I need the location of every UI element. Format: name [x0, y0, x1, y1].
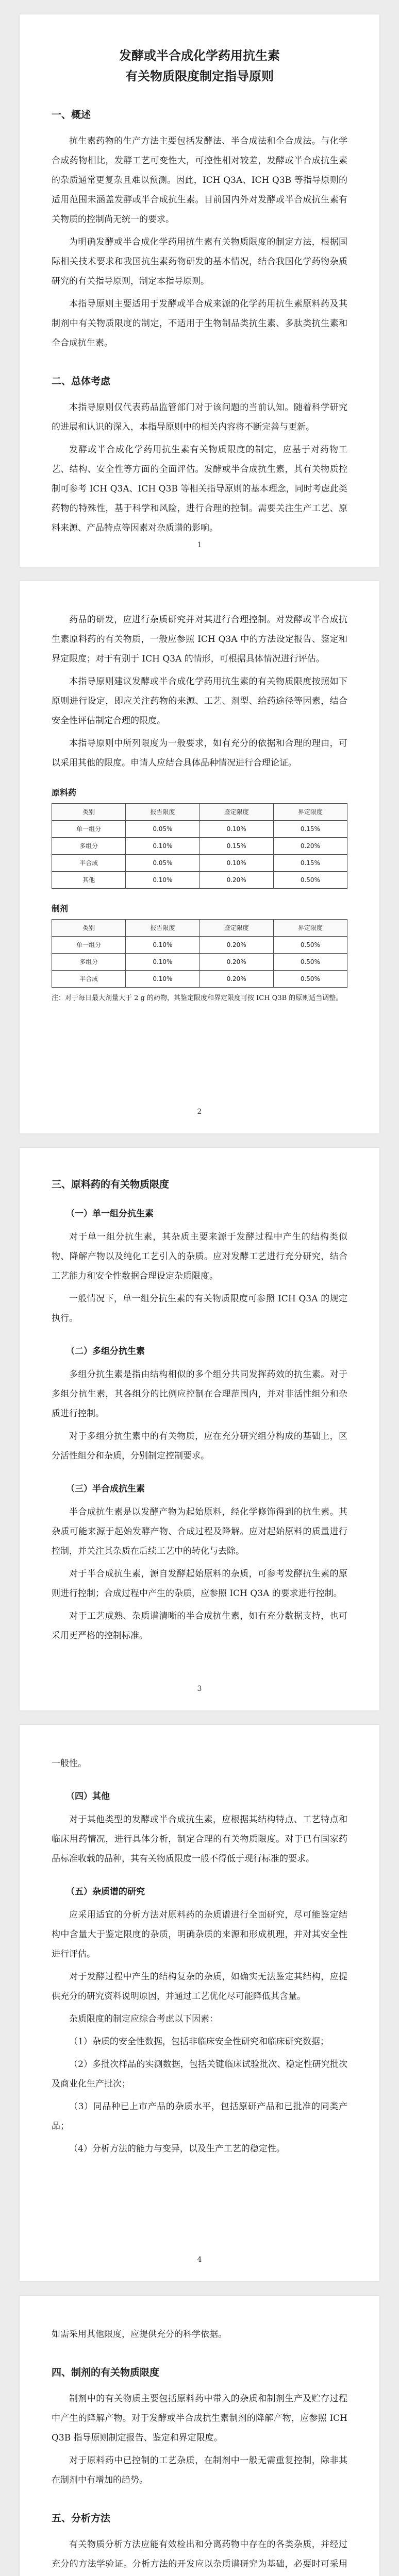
limits-table-product: [52, 919, 347, 988]
paragraph: 有关物质分析方法应能有效检出和分离药物中存在的各类杂质，并经过充分的方法学验证。分析方法的开发应以杂质谱研究为基础，必要时可采用: [52, 2539, 347, 2569]
section-heading-api-limits: 三、原料药的有关物质限度: [52, 1179, 170, 1190]
paragraph: 多组分抗生素是指由结构相似的多个组分共同发挥药效的抗生素。对于多组分抗生素，其各组分的比例应控制在合理范围内，并对非活性组分和杂质进行控制。: [52, 1369, 347, 1419]
paragraph: （2）多批次样品的实测数据，包括关键临床试验批次、稳定性研究批次及商业化生产批次；: [52, 2059, 347, 2089]
table-cell: 单一组分: [52, 937, 126, 954]
table-header-cell: 鉴定限度: [200, 920, 273, 937]
page-5: [20, 2296, 379, 2576]
table-cell: 0.20%: [273, 838, 347, 855]
subsection-heading: （四）其他: [66, 1791, 110, 1802]
table-row: [52, 954, 347, 971]
paragraph: 对于其他类型的发酵或半合成抗生素，应根据其结构特点、工艺特点和临床用药情况，进行具体分析，制定合理的有关物质限度。对于已有国家药品标准收载的品种，其有关物质限度一般不得低于现行标准的要求。: [52, 1815, 347, 1864]
subsection-heading: （二）多组分抗生素: [66, 1346, 145, 1357]
page-number: 1: [197, 541, 202, 549]
table-cell: 0.50%: [273, 937, 347, 954]
paragraph: 应采用适宜的分析方法对原料药的杂质谱进行全面研究，尽可能鉴定结构中含量大于鉴定限度的杂质，明确杂质的来源和形成机理，并对其安全性进行评估。: [52, 1910, 347, 1959]
page-number: 2: [197, 1108, 202, 1116]
table-row: [52, 971, 347, 988]
page-2: [20, 581, 379, 1133]
paragraph: 对于单一组分抗生素，其杂质主要来源于发酵过程中产生的结构类似物、降解产物以及纯化工艺引入的杂质。应对发酵工艺进行充分研究，结合工艺能力和安全性数据合理设定杂质限度。: [52, 1232, 347, 1281]
table-cell: 0.50%: [273, 954, 347, 971]
paragraph: 为明确发酵或半合成化学药用抗生素有关物质限度的制定方法，根据国际相关技术要求和我国抗生素药物研发的基本情况，结合我国化学药物杂质研究的有关指导原则，制定本指导原则。: [52, 237, 347, 286]
table-cell: 0.05%: [126, 821, 200, 838]
table-cell: 半合成: [52, 971, 126, 988]
table-header-cell: 类别: [52, 804, 126, 821]
paragraph: 一般情况下，单一组分抗生素的有关物质限度可参照 ICH Q3A 的规定执行。: [52, 1294, 347, 1324]
doc-title-line-1: 发酵或半合成化学药用抗生素: [119, 48, 280, 63]
table-header-cell: 界定限度: [273, 920, 347, 937]
section-heading-analytical-methods: 五、分析方法: [52, 2513, 111, 2524]
paragraph: （4）分析方法的能力与变异，以及生产工艺的稳定性。: [69, 2144, 285, 2154]
table-cell: 0.50%: [273, 872, 347, 889]
table-cell: 0.10%: [200, 855, 273, 872]
paragraph: （3）同品种已上市产品的杂质水平，包括原研产品和已批准的同类产品；: [52, 2102, 347, 2131]
paragraph: 如需采用其他限度，应提供充分的科学依据。: [52, 2329, 227, 2340]
section-heading-general: 二、总体考虑: [52, 376, 111, 387]
table-cell: 0.20%: [200, 954, 273, 971]
table-cell: 0.15%: [200, 838, 273, 855]
paragraph: 药品的研发，应进行杂质研究并对其进行合理控制。对发酵或半合成抗生素原料药的有关物质，一般应参照 ICH Q3A 中的方法设定报告、鉴定和界定限度；对于有别于 ICH Q3A 的情形，可根据具体情况进行评估。: [52, 615, 347, 664]
table-cell: 0.15%: [273, 821, 347, 838]
page-number: 4: [197, 2256, 202, 2264]
table-note: 注：对于每日最大剂量大于 2 g 的药物，其鉴定限度和界定限度可按 ICH Q3B 的原则适当调整。: [52, 994, 343, 1002]
paragraph: 抗生素药物的生产方法主要包括发酵法、半合成法和全合成法。与化学合成药物相比，发酵工艺可变性大，可控性相对较差，发酵或半合成抗生素的杂质通常更复杂且难以预测。因此，ICH Q3A、ICH Q3B 等指导原则的适用范围未涵盖发酵或半合成抗生素。目前国内外对发酵或半合成抗生素有关物质的控制尚无统一的要求。: [52, 136, 347, 225]
paragraph: 半合成抗生素是以发酵产物为起始原料，经化学修饰得到的抗生素。其杂质可能来源于起始发酵产物、合成过程及降解。应对起始原料的质量进行控制，并关注其杂质在后续工艺中的转化与去除。: [52, 1507, 347, 1556]
table-row: [52, 838, 347, 855]
table-cell: 0.10%: [126, 954, 200, 971]
table-cell: 0.10%: [126, 937, 200, 954]
paragraph: 本指导原则中所列限度为一般要求，如有充分的依据和合理的理由，可以采用其他的限度。申请人应结合具体品种情况进行合理论证。: [52, 738, 347, 768]
table-cell: 0.10%: [200, 821, 273, 838]
table-cell: 0.10%: [126, 838, 200, 855]
table-cell: 0.05%: [126, 855, 200, 872]
paragraph: 本指导原则仅代表药品监管部门对于该问题的当前认知。随着科学研究的进展和认识的深入，本指导原则中的相关内容将不断完善与更新。: [52, 402, 347, 432]
table-header-row: [52, 920, 347, 937]
table-row: [52, 855, 347, 872]
limits-table-api: [52, 803, 347, 889]
subsection-heading: （五）杂质谱的研究: [66, 1887, 145, 1897]
subsection-heading: （一）单一组分抗生素: [66, 1209, 154, 1219]
paragraph: 一般性。: [52, 1758, 87, 1769]
table-row: [52, 821, 347, 838]
table-header-cell: 界定限度: [273, 804, 347, 821]
table-cell: 0.20%: [200, 971, 273, 988]
paragraph: 制剂中的有关物质主要包括原料药中带入的杂质和制剂生产及贮存过程中产生的降解产物。对于发酵或半合成抗生素制剂的降解产物，应参照 ICH Q3B 指导原则制定报告、鉴定和界定限度。: [52, 2394, 347, 2443]
section-heading-overview: 一、概述: [52, 109, 91, 121]
paragraph: 杂质限度的制定应综合考虑以下因素：: [69, 2014, 218, 2024]
paragraph: 对于多组分抗生素中的有关物质，应在充分研究组分构成的基础上，区分活性组分和杂质，分别制定控制要求。: [52, 1431, 347, 1461]
page-3: [20, 1148, 379, 1710]
paragraph: （1）杂质的安全性数据，包括非临床安全性研究和临床研究数据；: [69, 2037, 329, 2047]
table-cell: 0.15%: [273, 855, 347, 872]
table-cell: 0.20%: [200, 937, 273, 954]
page-4: [20, 1725, 379, 2281]
table-cell: 0.10%: [126, 872, 200, 889]
subsection-heading: （三）半合成抗生素: [66, 1484, 145, 1494]
table-row: [52, 937, 347, 954]
paragraph: 本指导原则建议发酵或半合成化学药用抗生素的有关物质限度按照如下原则进行设定，即应关注药物的来源、工艺、剂型、给药途径等因素，结合安全性评估制定合理的限度。: [52, 676, 347, 726]
paragraph: 对于半合成抗生素，源自发酵起始原料的杂质，可参考发酵抗生素的原则进行控制；合成过程中产生的杂质，应参照 ICH Q3A 的要求进行控制。: [52, 1569, 347, 1599]
table-cell: 单一组分: [52, 821, 126, 838]
table-cell: 0.20%: [200, 872, 273, 889]
table-header-cell: 类别: [52, 920, 126, 937]
table-cell: 多组分: [52, 838, 126, 855]
table-header-cell: 报告限度: [126, 920, 200, 937]
paragraph: 对于工艺成熟、杂质谱清晰的半合成抗生素，如有充分数据支持，也可采用更严格的控制标准。: [52, 1611, 347, 1641]
doc-title-line-2: 有关物质限度制定指导原则: [125, 69, 274, 83]
section-heading-product-limits: 四、制剂的有关物质限度: [52, 2367, 160, 2378]
table-cell: 半合成: [52, 855, 126, 872]
table-header-row: [52, 804, 347, 821]
doc-title: [52, 45, 347, 87]
table-header-cell: 报告限度: [126, 804, 200, 821]
table-title-product: 制剂: [52, 904, 69, 913]
page-1: [20, 14, 379, 567]
paragraph: 对于原料药中已控制的工艺杂质，在制剂中一般无需重复控制，除非其在制剂中有增加的趋势。: [52, 2455, 347, 2485]
paragraph: 本指导原则主要适用于发酵或半合成来源的化学药用抗生素原料药及其制剂中有关物质限度的制定，不适用于生物制品类抗生素、多肽类抗生素和全合成抗生素。: [52, 299, 347, 348]
table-cell: 0.10%: [126, 971, 200, 988]
table-header-cell: 鉴定限度: [200, 804, 273, 821]
page-number: 3: [197, 1685, 202, 1693]
table-cell: 0.50%: [273, 971, 347, 988]
table-cell: 多组分: [52, 954, 126, 971]
paragraph: 发酵或半合成化学药用抗生素有关物质限度的制定，应基于对药物工艺、结构、安全性等方面的全面评估。发酵或半合成抗生素，其有关物质控制可参考 ICH Q3A、ICH Q3B 等相关指导原则的基本理念，同时考虑此类药物的特殊性，基于科学和风险，进行合理的控制。需要关注生产工艺、原料来源、产品特点等因素对杂质谱的影响。: [52, 445, 347, 533]
paragraph: 对于发酵过程中产生的结构复杂的杂质，如确实无法鉴定其结构，应提供充分的研究资料说明原因，并通过工艺优化尽可能降低其含量。: [52, 1972, 347, 2002]
table-cell: 其他: [52, 872, 126, 889]
table-row: [52, 872, 347, 889]
table-title-api: 原料药: [52, 788, 77, 798]
